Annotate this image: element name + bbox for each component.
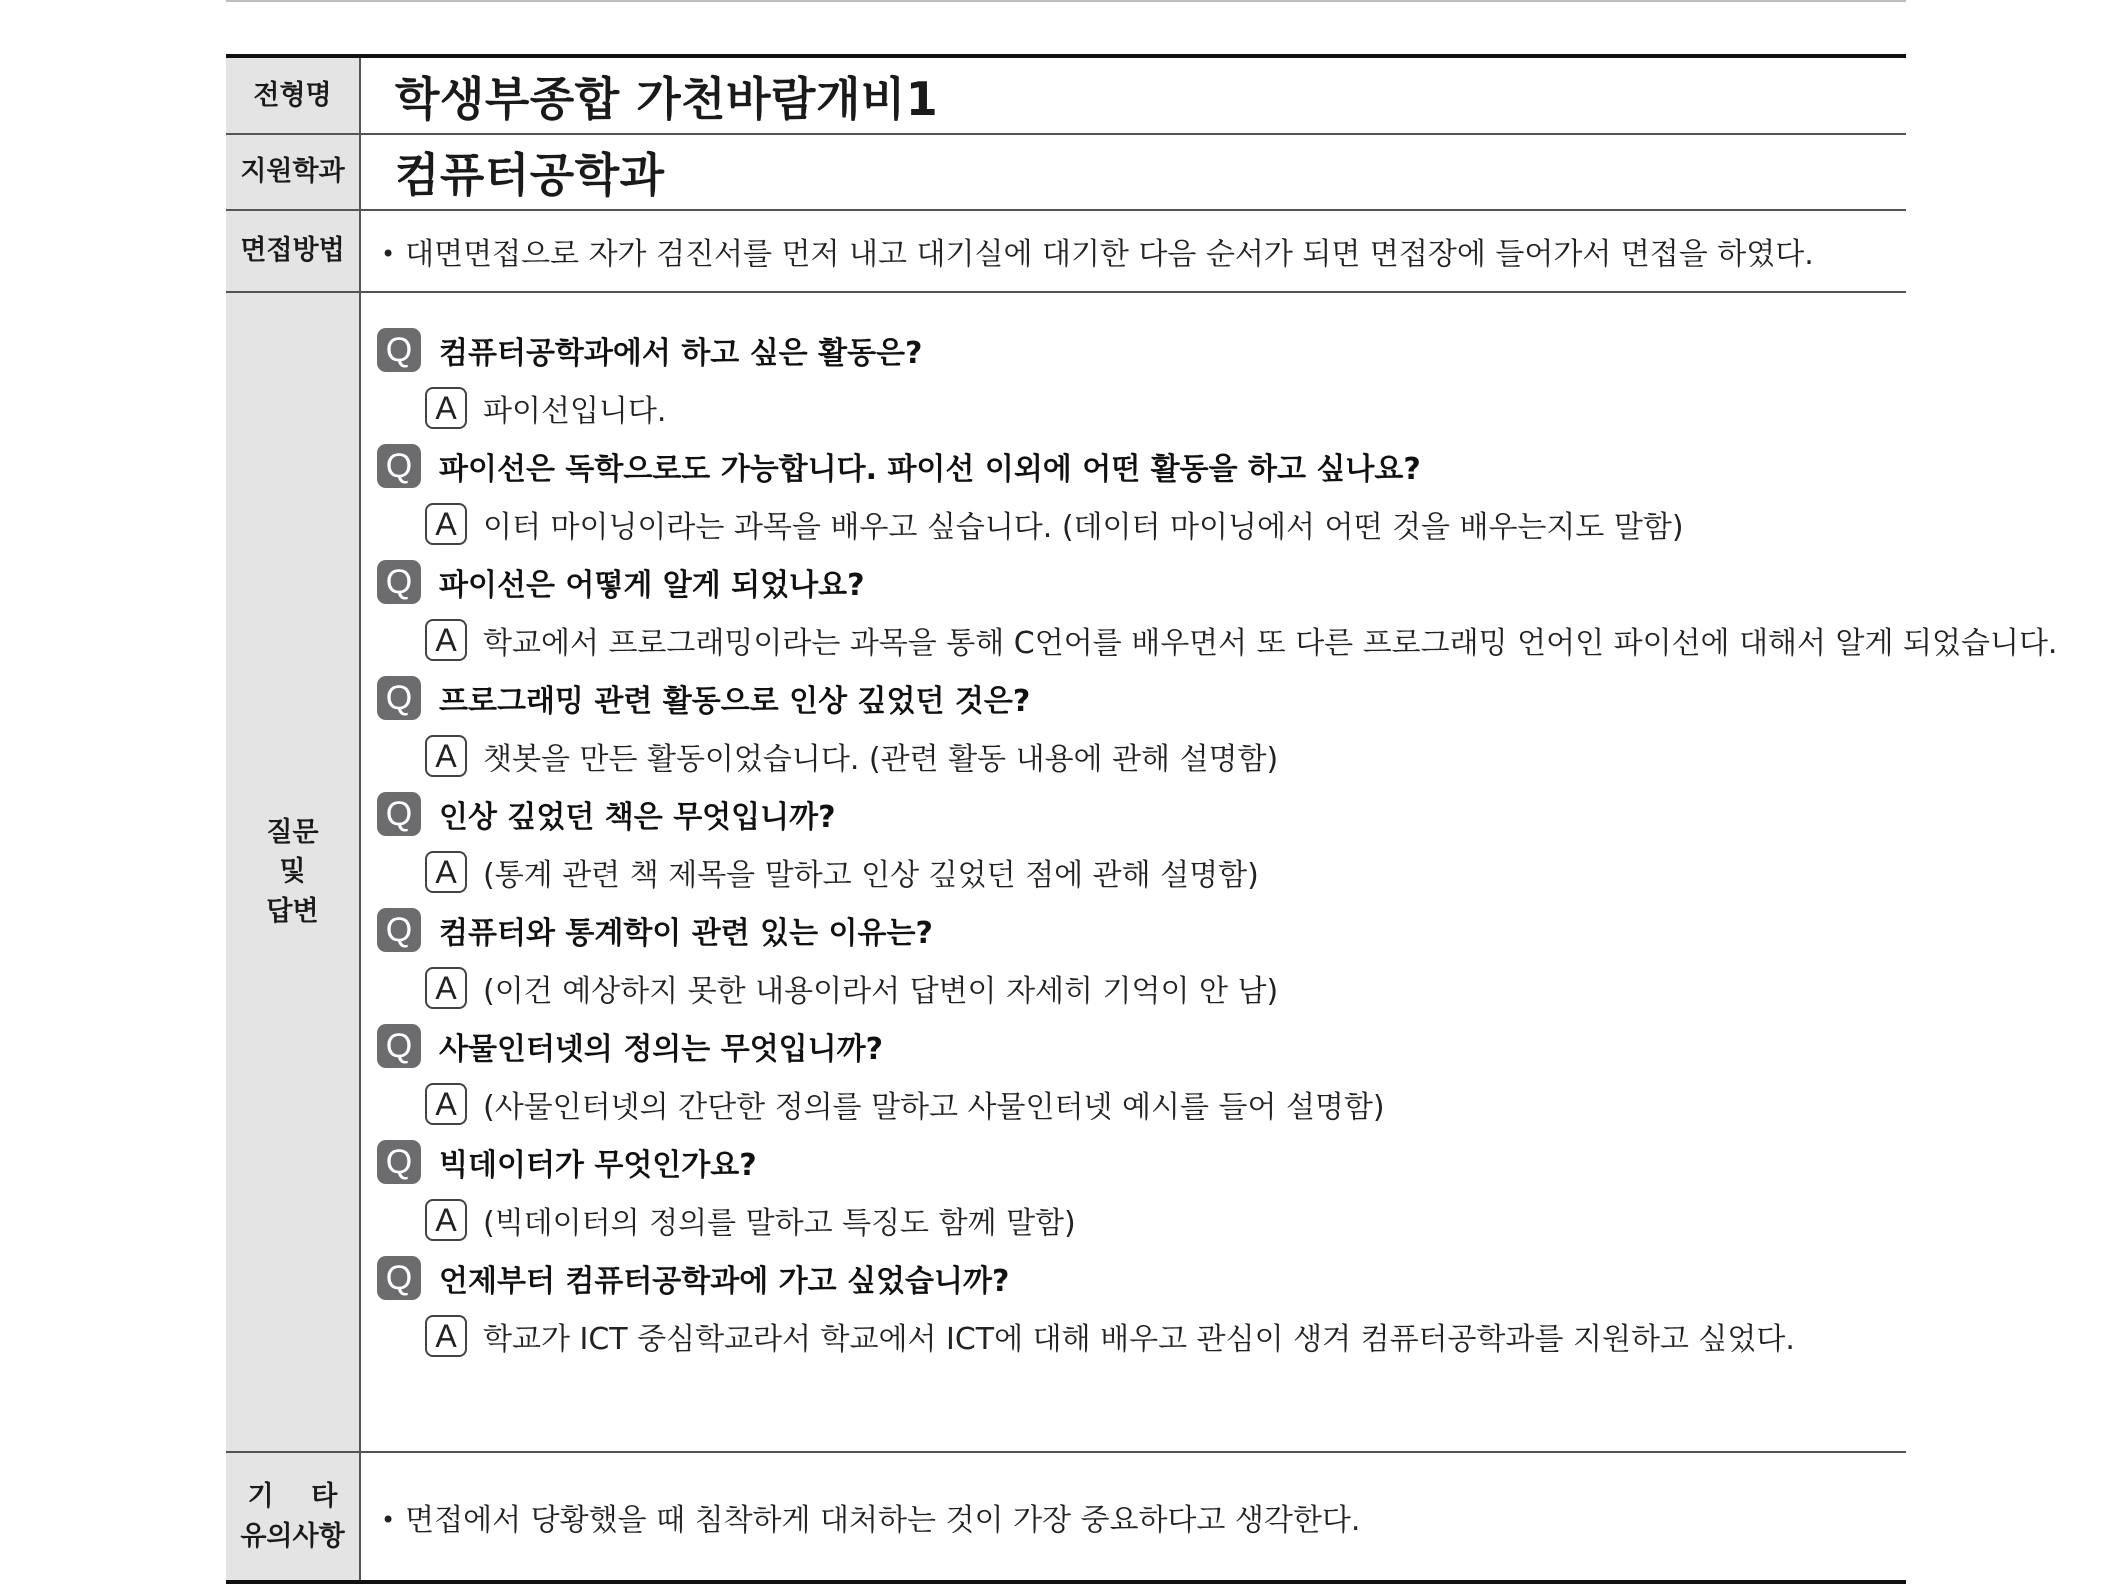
etc-label-line: 기 타: [247, 1481, 338, 1513]
qa-item: [377, 669, 1906, 785]
a-badge-icon: A: [425, 503, 467, 545]
bullet-icon: •: [381, 240, 396, 268]
a-badge-icon: A: [425, 619, 467, 661]
department-value: 컴퓨터공학과: [360, 134, 1906, 210]
answer-text: (빅데이터의 정의를 말하고 특징도 함께 말함): [483, 1206, 1076, 1241]
qa-label-line: 답변: [266, 895, 319, 927]
method-row: [226, 210, 1906, 292]
answer-text: (이건 예상하지 못한 내용이라서 답변이 자세히 기억이 안 남): [483, 974, 1279, 1009]
qa-item: [377, 321, 1906, 437]
qa-row: [226, 292, 1906, 1452]
answer-text: 챗봇을 만든 활동이었습니다. (관련 활동 내용에 관해 설명함): [483, 742, 1279, 777]
method-text-cell: [360, 210, 1906, 292]
bullet-icon: •: [381, 1505, 396, 1534]
department-label: 지원학과: [226, 134, 360, 210]
answer-text: (통계 관련 책 제목을 말하고 인상 깊었던 점에 관해 설명함): [483, 858, 1259, 893]
answer-text: (사물인터넷의 간단한 정의를 말하고 사물인터넷 예시를 들어 설명함): [483, 1090, 1385, 1125]
top-rule: [226, 0, 1906, 2]
qa-item: [377, 901, 1906, 1017]
question-text: 컴퓨터와 통계학이 관련 있는 이유는?: [439, 916, 933, 951]
method-text: 대면면접으로 자가 검진서를 먼저 내고 대기실에 대기한 다음 순서가 되면 면접장에 들어가서 면접을 하였다.: [405, 237, 1814, 272]
answer-text: 이터 마이닝이라는 과목을 배우고 싶습니다. (데이터 마이닝에서 어떤 것을 배우는지도 말함): [483, 510, 1684, 545]
q-badge-icon: Q: [377, 792, 421, 836]
q-badge-icon: Q: [377, 1024, 421, 1068]
q-badge-icon: Q: [377, 1256, 421, 1300]
qa-item: [377, 1017, 1906, 1133]
interview-record-table: [226, 54, 2058, 1584]
answer-text: 학교가 ICT 중심학교라서 학교에서 ICT에 대해 배우고 관심이 생겨 컴퓨터공학과를 지원하고 싶었다.: [483, 1322, 1795, 1357]
q-badge-icon: Q: [377, 908, 421, 952]
q-badge-icon: Q: [377, 444, 421, 488]
q-badge-icon: Q: [377, 328, 421, 372]
q-badge-icon: Q: [377, 560, 421, 604]
track-row: [226, 56, 1906, 134]
question-text: 프로그래밍 관련 활동으로 인상 깊었던 것은?: [439, 684, 1031, 719]
department-row: [226, 134, 1906, 210]
question-text: 컴퓨터공학과에서 하고 싶은 활동은?: [439, 336, 923, 371]
question-text: 빅데이터가 무엇인가요?: [439, 1148, 757, 1183]
method-label: 면접방법: [226, 210, 360, 292]
a-badge-icon: A: [425, 1315, 467, 1357]
etc-label-line: 유의사항: [240, 1520, 345, 1552]
qa-item: [377, 553, 2058, 669]
answer-text: 학교에서 프로그래밍이라는 과목을 통해 C언어를 배우면서 또 다른 프로그래밍 언어인 파이선에 대해서 알게 되었습니다.: [483, 626, 2058, 661]
answer-text: 파이선입니다.: [483, 394, 667, 429]
question-text: 인상 깊었던 책은 무엇입니까?: [439, 800, 836, 835]
a-badge-icon: A: [425, 967, 467, 1009]
qa-item: [377, 437, 1906, 553]
q-badge-icon: Q: [377, 676, 421, 720]
track-label: 전형명: [226, 56, 360, 134]
a-badge-icon: A: [425, 1199, 467, 1241]
question-text: 파이선은 어떻게 알게 되었나요?: [439, 568, 865, 603]
qa-label-line: 질문: [266, 817, 319, 849]
qa-list: [360, 292, 2058, 1452]
a-badge-icon: A: [425, 851, 467, 893]
etc-text: 면접에서 당황했을 때 침착하게 대처하는 것이 가장 중요하다고 생각한다.: [405, 1502, 1361, 1538]
qa-item: [377, 1249, 1906, 1365]
qa-item: [377, 1133, 1906, 1249]
qa-label-line: 및: [279, 856, 306, 888]
question-text: 언제부터 컴퓨터공학과에 가고 싶었습니까?: [439, 1264, 1010, 1299]
track-value: 학생부종합 가천바람개비1: [395, 71, 939, 126]
a-badge-icon: A: [425, 1083, 467, 1125]
qa-label: [226, 292, 360, 1452]
q-badge-icon: Q: [377, 1140, 421, 1184]
question-text: 사물인터넷의 정의는 무엇입니까?: [439, 1032, 884, 1067]
a-badge-icon: A: [425, 387, 467, 429]
a-badge-icon: A: [425, 735, 467, 777]
qa-item: [377, 785, 1906, 901]
question-text: 파이선은 독학으로도 가능합니다. 파이선 이외에 어떤 활동을 하고 싶나요?: [439, 452, 1421, 487]
